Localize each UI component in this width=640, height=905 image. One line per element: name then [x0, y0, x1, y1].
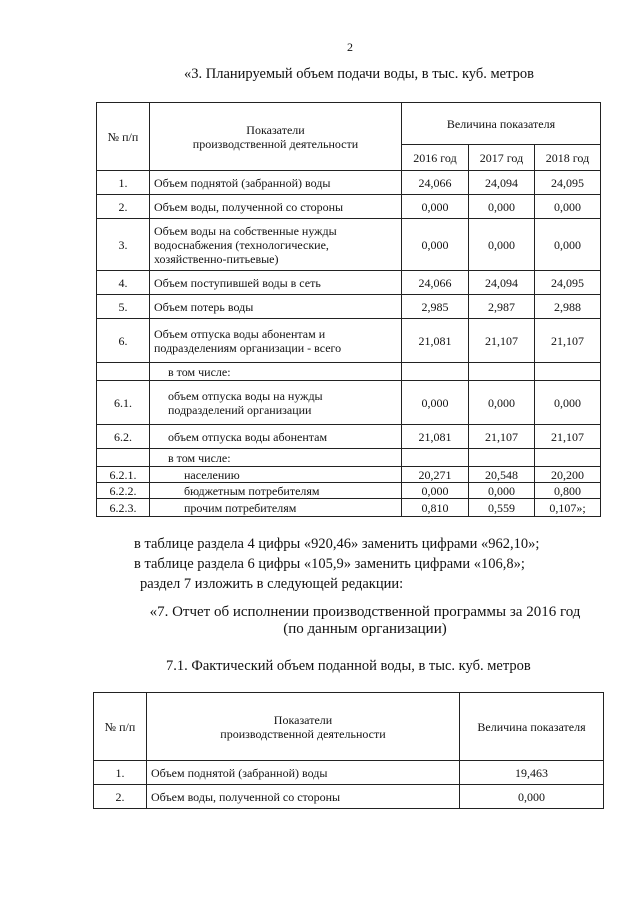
row-value [402, 363, 469, 381]
row-label: Объем поднятой (забранной) воды [147, 761, 460, 785]
row-value [535, 363, 601, 381]
paragraph: раздел 7 изложить в следующей редакции: [140, 576, 404, 592]
row-number: 1. [97, 171, 150, 195]
row-label: Объем воды, полученной со стороны [150, 195, 402, 219]
table-row [97, 271, 601, 295]
header-year: 2016 год [402, 145, 469, 171]
section3-title: «3. Планируемый объем подачи воды, в тыс. куб. метров [184, 66, 534, 82]
paragraph: в таблице раздела 6 цифры «105,9» заменить цифрами «106,8»; [134, 556, 525, 572]
table-row [97, 381, 601, 425]
row-value: 0,000 [402, 195, 469, 219]
table-row [97, 195, 601, 219]
row-label: Объем поступившей воды в сеть [150, 271, 402, 295]
row-value: 24,094 [469, 271, 535, 295]
row-value: 0,000 [469, 195, 535, 219]
row-label: Объем отпуска воды абонентам и подразделениям организации - всего [150, 319, 402, 363]
row-value: 20,271 [402, 467, 469, 483]
table-row [97, 449, 601, 467]
row-value: 21,081 [402, 319, 469, 363]
row-label: Объем поднятой (забранной) воды [150, 171, 402, 195]
row-label: бюджетным потребителям [150, 483, 402, 499]
row-value: 0,000 [469, 381, 535, 425]
row-value: 21,107 [469, 319, 535, 363]
paragraph: в таблице раздела 4 цифры «920,46» заменить цифрами «962,10»; [134, 536, 540, 552]
section7-subtitle: 7.1. Фактический объем поданной воды, в тыс. куб. метров [166, 658, 531, 674]
row-number: 5. [97, 295, 150, 319]
header-indicator: Показатели производственной деятельности [147, 693, 460, 761]
row-value: 24,094 [469, 171, 535, 195]
table-row [94, 761, 604, 785]
row-label: в том числе: [150, 449, 402, 467]
table-row [94, 785, 604, 809]
row-value: 0,000 [402, 219, 469, 271]
row-number: 3. [97, 219, 150, 271]
row-label: объем отпуска воды абонентам [150, 425, 402, 449]
row-value [469, 449, 535, 467]
row-value: 0,000 [535, 195, 601, 219]
row-value: 0,000 [469, 219, 535, 271]
row-label: Объем потерь воды [150, 295, 402, 319]
row-value: 2,988 [535, 295, 601, 319]
section7-title: «7. Отчет об исполнении производственной программы за 2016 год (по данным организации) [149, 604, 581, 637]
row-value: 0,000 [402, 483, 469, 499]
header-year: 2017 год [469, 145, 535, 171]
header-value: Величина показателя [402, 103, 601, 145]
table-row [97, 363, 601, 381]
header-year: 2018 год [535, 145, 601, 171]
row-value: 21,081 [402, 425, 469, 449]
row-value: 21,107 [535, 425, 601, 449]
row-number [97, 449, 150, 467]
row-label: Объем воды, полученной со стороны [147, 785, 460, 809]
row-label: Объем воды на собственные нужды водоснабжения (технологические, хозяйственно-питьевые) [150, 219, 402, 271]
row-value: 0,107»; [535, 499, 601, 517]
row-value: 24,095 [535, 171, 601, 195]
page-number: 2 [347, 40, 353, 54]
table-row [97, 467, 601, 483]
row-number: 2. [97, 195, 150, 219]
row-number [97, 363, 150, 381]
row-value: 0,000 [460, 785, 604, 809]
row-number: 6. [97, 319, 150, 363]
row-value: 2,985 [402, 295, 469, 319]
row-value: 0,000 [535, 381, 601, 425]
planned-water-table [96, 102, 601, 517]
table-row [97, 219, 601, 271]
row-value: 24,066 [402, 271, 469, 295]
row-value: 0,000 [535, 219, 601, 271]
actual-water-table [93, 692, 604, 809]
row-value [469, 363, 535, 381]
table-row [97, 499, 601, 517]
row-value: 24,095 [535, 271, 601, 295]
row-value: 20,200 [535, 467, 601, 483]
row-number: 6.1. [97, 381, 150, 425]
row-value: 0,000 [402, 381, 469, 425]
row-value: 0,810 [402, 499, 469, 517]
row-number: 4. [97, 271, 150, 295]
row-value [535, 449, 601, 467]
row-number: 6.2. [97, 425, 150, 449]
row-value: 24,066 [402, 171, 469, 195]
row-value: 19,463 [460, 761, 604, 785]
row-label: населению [150, 467, 402, 483]
row-value: 0,559 [469, 499, 535, 517]
row-value: 0,800 [535, 483, 601, 499]
row-number: 2. [94, 785, 147, 809]
header-num: № п/п [97, 103, 150, 171]
table-row [97, 319, 601, 363]
header-num: № п/п [94, 693, 147, 761]
row-value: 20,548 [469, 467, 535, 483]
row-value: 21,107 [535, 319, 601, 363]
row-label: прочим потребителям [150, 499, 402, 517]
row-label: в том числе: [150, 363, 402, 381]
table-row [97, 425, 601, 449]
row-number: 1. [94, 761, 147, 785]
row-value: 0,000 [469, 483, 535, 499]
row-number: 6.2.1. [97, 467, 150, 483]
table-row [97, 171, 601, 195]
header-value: Величина показателя [460, 693, 604, 761]
row-value [402, 449, 469, 467]
table-row [97, 483, 601, 499]
row-number: 6.2.2. [97, 483, 150, 499]
row-number: 6.2.3. [97, 499, 150, 517]
row-value: 21,107 [469, 425, 535, 449]
header-indicator: Показатели производственной деятельности [150, 103, 402, 171]
row-value: 2,987 [469, 295, 535, 319]
row-label: объем отпуска воды на нужды подразделений организации [150, 381, 402, 425]
table-row [97, 295, 601, 319]
